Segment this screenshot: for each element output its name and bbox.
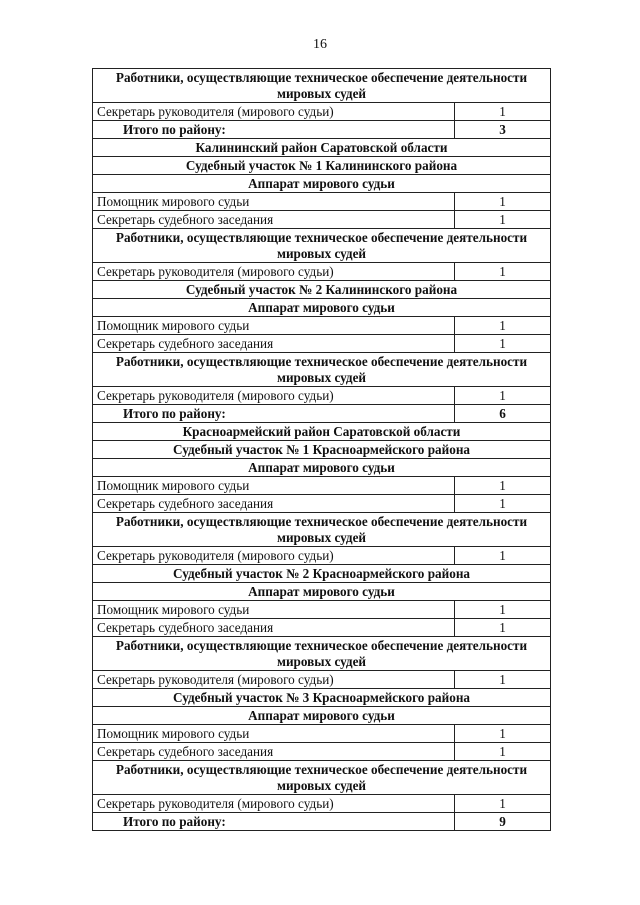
position-count: 1	[455, 263, 551, 281]
position-count: 1	[455, 601, 551, 619]
table-row	[93, 495, 551, 513]
position-name: Секретарь руководителя (мирового судьи)	[93, 671, 455, 689]
table-row	[93, 387, 551, 405]
total-value: 3	[455, 121, 551, 139]
table-row	[93, 795, 551, 813]
table-row	[93, 547, 551, 565]
section-header-row	[93, 229, 551, 263]
section-header: Аппарат мирового судьи	[93, 459, 551, 477]
section-header-row	[93, 583, 551, 601]
section-header-row	[93, 689, 551, 707]
total-row	[93, 121, 551, 139]
position-name: Помощник мирового судьи	[93, 725, 455, 743]
section-header: Красноармейский район Саратовской области	[93, 423, 551, 441]
position-count: 1	[455, 387, 551, 405]
section-header: Работники, осуществляющие техническое обеспечение деятельности мировых судей	[93, 353, 551, 387]
section-header-row	[93, 69, 551, 103]
table-row	[93, 725, 551, 743]
position-name: Секретарь судебного заседания	[93, 335, 455, 353]
table-row	[93, 103, 551, 121]
section-header-row	[93, 707, 551, 725]
position-name: Секретарь руководителя (мирового судьи)	[93, 795, 455, 813]
position-count: 1	[455, 477, 551, 495]
section-header-row	[93, 157, 551, 175]
total-label: Итого по району:	[93, 813, 455, 831]
section-header: Аппарат мирового судьи	[93, 175, 551, 193]
position-count: 1	[455, 335, 551, 353]
table-row	[93, 211, 551, 229]
section-header: Аппарат мирового судьи	[93, 707, 551, 725]
section-header: Работники, осуществляющие техническое обеспечение деятельности мировых судей	[93, 637, 551, 671]
position-count: 1	[455, 317, 551, 335]
section-header: Судебный участок № 1 Красноармейского района	[93, 441, 551, 459]
position-name: Секретарь судебного заседания	[93, 619, 455, 637]
position-name: Помощник мирового судьи	[93, 601, 455, 619]
table-row	[93, 317, 551, 335]
position-name: Секретарь судебного заседания	[93, 211, 455, 229]
section-header: Судебный участок № 2 Калининского района	[93, 281, 551, 299]
total-value: 6	[455, 405, 551, 423]
section-header: Работники, осуществляющие техническое обеспечение деятельности мировых судей	[93, 761, 551, 795]
section-header-row	[93, 299, 551, 317]
position-name: Помощник мирового судьи	[93, 477, 455, 495]
section-header-row	[93, 139, 551, 157]
section-header-row	[93, 459, 551, 477]
section-header-row	[93, 423, 551, 441]
section-header-row	[93, 281, 551, 299]
section-header: Судебный участок № 1 Калининского района	[93, 157, 551, 175]
section-header-row	[93, 441, 551, 459]
position-count: 1	[455, 671, 551, 689]
section-header-row	[93, 761, 551, 795]
table-row	[93, 743, 551, 761]
section-header-row	[93, 565, 551, 583]
position-name: Помощник мирового судьи	[93, 193, 455, 211]
section-header-row	[93, 637, 551, 671]
table-row	[93, 193, 551, 211]
position-count: 1	[455, 193, 551, 211]
position-name: Секретарь судебного заседания	[93, 743, 455, 761]
position-name: Секретарь руководителя (мирового судьи)	[93, 263, 455, 281]
section-header-row	[93, 175, 551, 193]
page-number: 16	[313, 37, 327, 52]
position-count: 1	[455, 743, 551, 761]
total-label: Итого по району:	[93, 121, 455, 139]
position-name: Секретарь руководителя (мирового судьи)	[93, 387, 455, 405]
section-header-row	[93, 353, 551, 387]
position-count: 1	[455, 547, 551, 565]
section-header: Работники, осуществляющие техническое обеспечение деятельности мировых судей	[93, 513, 551, 547]
total-row	[93, 813, 551, 831]
table-row	[93, 263, 551, 281]
section-header: Аппарат мирового судьи	[93, 583, 551, 601]
staffing-table	[92, 68, 551, 831]
section-header: Аппарат мирового судьи	[93, 299, 551, 317]
position-name: Секретарь судебного заседания	[93, 495, 455, 513]
section-header: Судебный участок № 3 Красноармейского района	[93, 689, 551, 707]
table-row	[93, 671, 551, 689]
position-count: 1	[455, 103, 551, 121]
position-count: 1	[455, 211, 551, 229]
section-header: Работники, осуществляющие техническое обеспечение деятельности мировых судей	[93, 69, 551, 103]
section-header-row	[93, 513, 551, 547]
table-row	[93, 601, 551, 619]
position-name: Секретарь руководителя (мирового судьи)	[93, 103, 455, 121]
table-row	[93, 619, 551, 637]
total-value: 9	[455, 813, 551, 831]
position-count: 1	[455, 725, 551, 743]
position-count: 1	[455, 795, 551, 813]
position-name: Помощник мирового судьи	[93, 317, 455, 335]
section-header: Калининский район Саратовской области	[93, 139, 551, 157]
section-header: Судебный участок № 2 Красноармейского района	[93, 565, 551, 583]
total-row	[93, 405, 551, 423]
section-header: Работники, осуществляющие техническое обеспечение деятельности мировых судей	[93, 229, 551, 263]
table-row	[93, 335, 551, 353]
table-row	[93, 477, 551, 495]
total-label: Итого по району:	[93, 405, 455, 423]
position-count: 1	[455, 619, 551, 637]
position-name: Секретарь руководителя (мирового судьи)	[93, 547, 455, 565]
staffing-table-body	[93, 69, 551, 831]
position-count: 1	[455, 495, 551, 513]
